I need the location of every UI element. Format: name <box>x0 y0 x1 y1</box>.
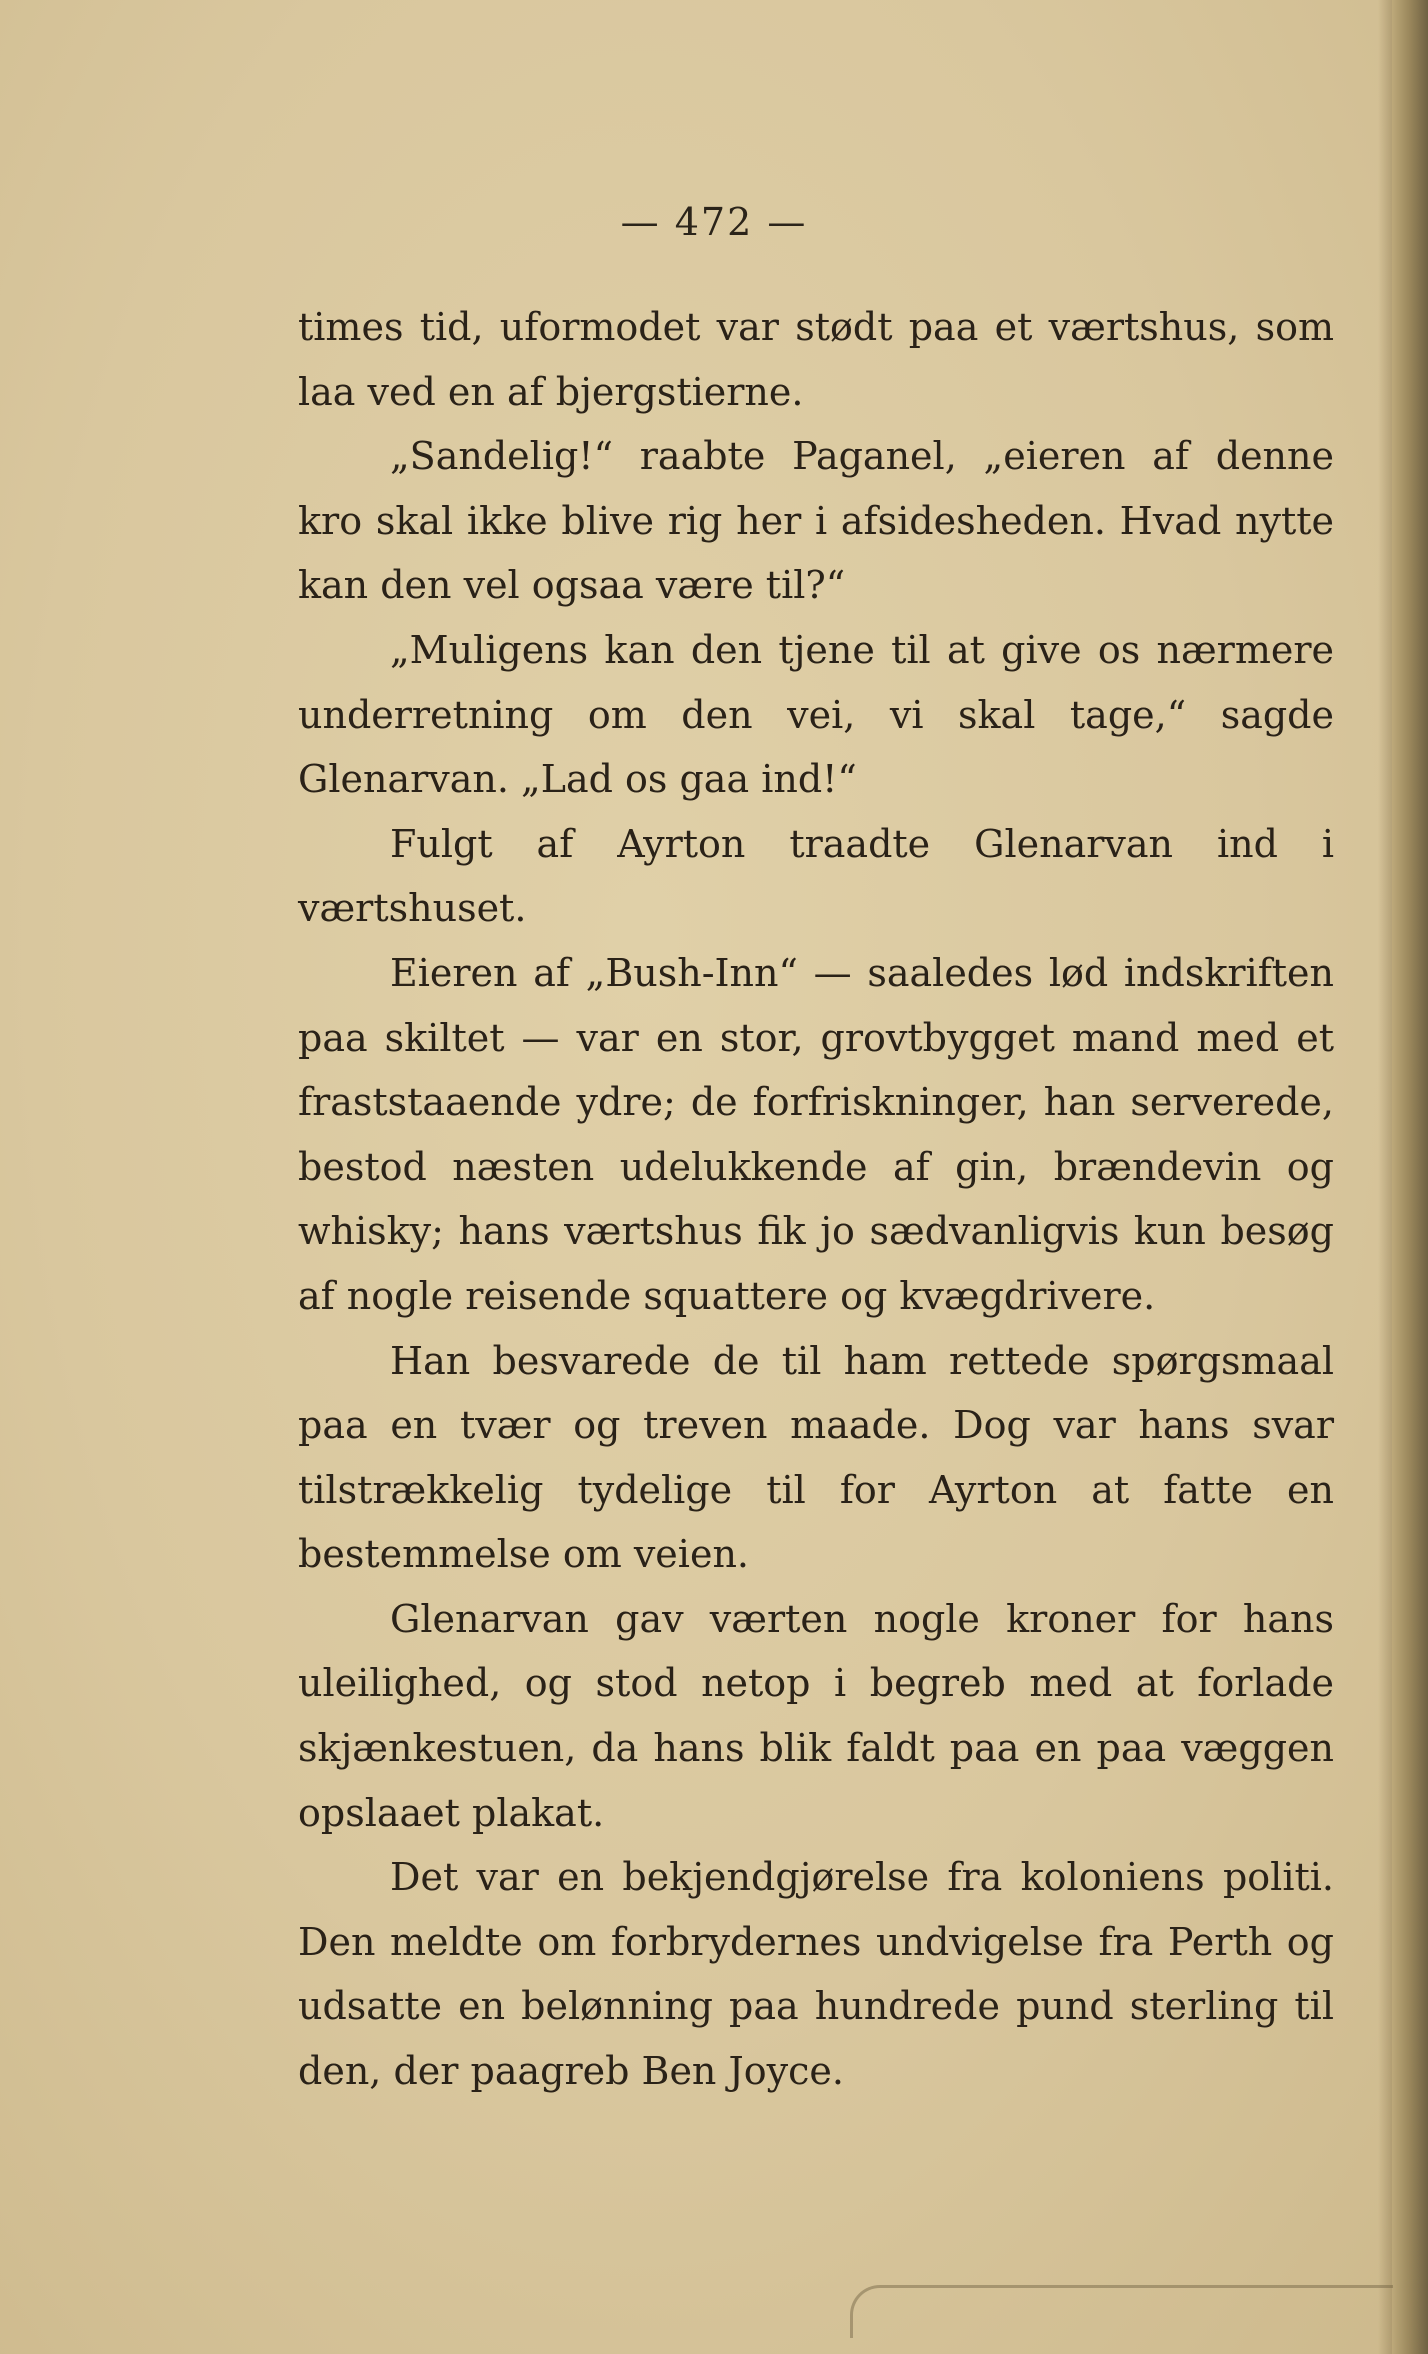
paragraph: Eieren af „Bush-Inn“ — saaledes lød indskriften paa skiltet — var en stor, grovtbygget mand med et fraststaaende ydre; de forfriskninger, han serverede, bestod næsten udelukkende af gin, brændevin og whisky; hans værtshus fik jo sædvanligvis kun besøg af nogle reisende squattere og kvægdrivere. <box>298 950 1334 1318</box>
paragraph: „Sandelig!“ raabte Paganel, „eieren af denne kro skal ikke blive rig her i afsidesheden. Hvad nytte kan den vel ogsaa være til?“ <box>298 434 1334 608</box>
paragraph: Det var en bekjendgjørelse fra koloniens politi. Den meldte om forbrydernes undvigelse fra Perth og udsatte en belønning paa hundrede pund sterling til den, der paagreb Ben Joyce. <box>298 1855 1334 2094</box>
body-text <box>298 295 1334 2104</box>
paragraph: „Muligens kan den tjene til at give os nærmere underretning om den vei, vi skal tage,“ sagde Glenarvan. „Lad os gaa ind!“ <box>298 627 1334 802</box>
paragraph: times tid, uformodet var stødt paa et værtshus, som laa ved en af bjergstierne. <box>298 305 1334 414</box>
paragraph: Fulgt af Ayrton traadte Glenarvan ind i værtshuset. <box>298 821 1334 931</box>
page-number: — 472 — <box>620 200 808 244</box>
paragraph: Han besvarede de til ham rettede spørgsmaal paa en tvær og treven maade. Dog var hans svar tilstrækkelig tydelige til for Ayrton at fatte en bestemmelse om veien. <box>298 1338 1334 1577</box>
paper-crease <box>850 2285 1393 2338</box>
page-edge <box>1392 0 1428 2354</box>
page-gutter-shadow <box>1378 0 1392 2354</box>
paragraph: Glenarvan gav værten nogle kroner for hans uleilighed, og stod netop i begreb med at forlade skjænkestuen, da hans blik faldt paa en paa væggen opslaaet plakat. <box>298 1596 1334 1835</box>
